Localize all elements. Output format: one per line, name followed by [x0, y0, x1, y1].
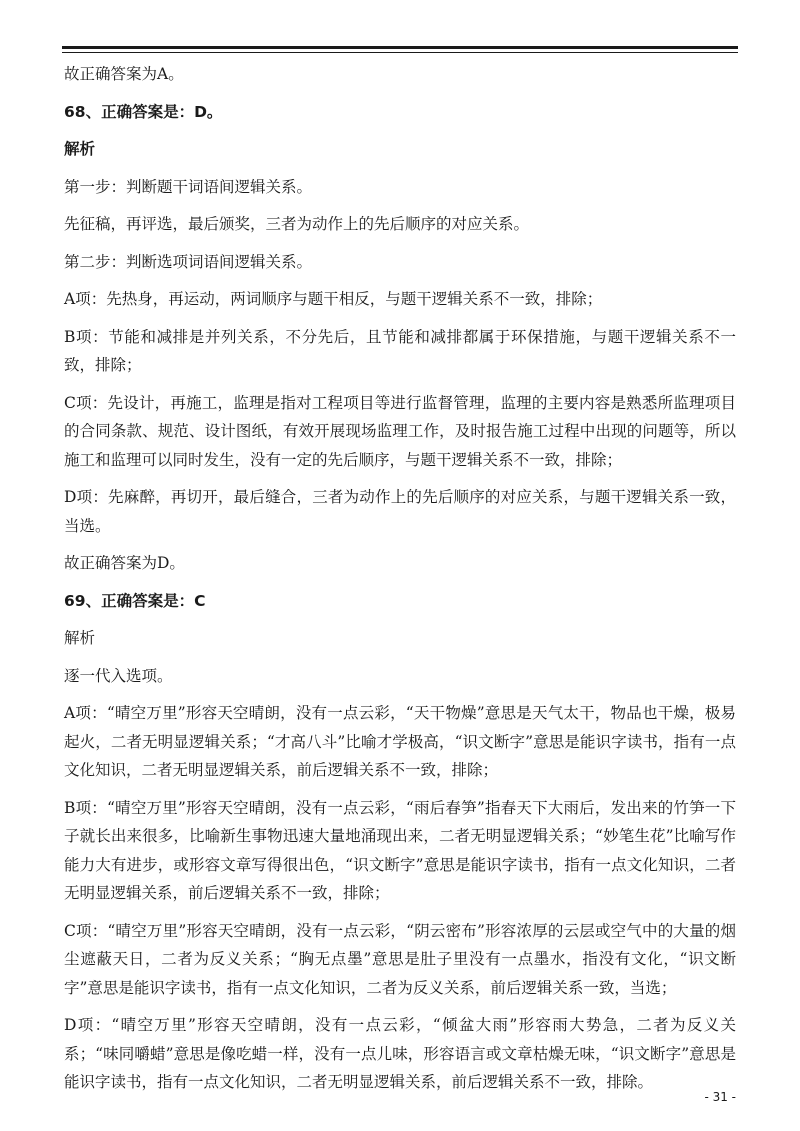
paragraph: 第二步：判断选项词语间逻辑关系。: [64, 252, 313, 271]
analysis-label: 解析: [64, 629, 96, 647]
paragraph: 逐一代入选项。: [64, 666, 173, 685]
option-b: B项：“晴空万里”形容天空晴朗，没有一点云彩，“雨后春笋”指春天下大雨后，发出来的竹笋一下子就长出来很多，比喻新生事物迅速大量地涌现出来，二者无明显逻辑关系；“妙笔生花”比喻写作能力大有进步，或形容文章写得很出色，“识文断字”意思是能识字读书，指有一点文化知识，二者无明显逻辑关系，前后逻辑关系不一致，排除；: [64, 798, 736, 902]
paragraph: 故正确答案为D。: [64, 554, 185, 572]
answer-heading-69: 69、正确答案是：C: [64, 591, 206, 610]
option-d: D项：先麻醉，再切开，最后缝合，三者为动作上的先后顺序的对应关系，与题干逻辑关系一致，当选。: [64, 488, 736, 535]
option-b: B项：节能和减排是并列关系，不分先后，且节能和减排都属于环保措施，与题干逻辑关系不一致，排除；: [64, 327, 736, 374]
paragraph: 先征稿，再评选，最后颁奖，三者为动作上的先后顺序的对应关系。: [64, 215, 530, 233]
answer-heading-68: 68、正确答案是：D。: [64, 102, 223, 121]
paragraph: 故正确答案为A。: [64, 65, 184, 83]
document-body: [64, 60, 736, 1106]
option-a: A项：先热身，再运动，两词顺序与题干相反，与题干逻辑关系不一致，排除；: [64, 290, 603, 308]
option-a: A项：“晴空万里”形容天空晴朗，没有一点云彩，“天干物燥”意思是天气太干，物品也干燥，极易起火，二者无明显逻辑关系；“才高八斗”比喻才学极高，“识文断字”意思是能识字读书，指有一点文化知识，二者无明显逻辑关系，前后逻辑关系不一致，排除；: [64, 704, 736, 779]
analysis-heading: 解析: [64, 140, 96, 158]
header-rule-thick: [62, 46, 738, 49]
option-c: C项：“晴空万里”形容天空晴朗，没有一点云彩，“阴云密布”形容浓厚的云层或空气中的大量的烟尘遮蔽天日，二者为反义关系；“胸无点墨”意思是肚子里没有一点墨水，指没有文化，“识文断字”意思是能识字读书，指有一点文化知识，二者为反义关系，前后逻辑关系一致，当选；: [64, 921, 736, 997]
option-d: D项：“晴空万里”形容天空晴朗，没有一点云彩，“倾盆大雨”形容雨大势急，二者为反义关系；“味同嚼蜡”意思是像吃蜡一样，没有一点儿味，形容语言或文章枯燥无味，“识文断字”意思是能识字读书，指有一点文化知识，二者无明显逻辑关系，前后逻辑关系不一致，排除。: [64, 1016, 736, 1091]
header-rule-thin: [62, 52, 738, 53]
page-number: - 31 -: [704, 1090, 736, 1104]
paragraph: 第一步：判断题干词语间逻辑关系。: [64, 177, 313, 196]
option-c: C项：先设计，再施工，监理是指对工程项目等进行监督管理，监理的主要内容是熟悉所监理项目的合同条款、规范、设计图纸，有效开展现场监理工作，及时报告施工过程中出现的问题等，所以施工和监理可以同时发生，没有一定的先后顺序，与题干逻辑关系不一致，排除；: [64, 393, 736, 469]
